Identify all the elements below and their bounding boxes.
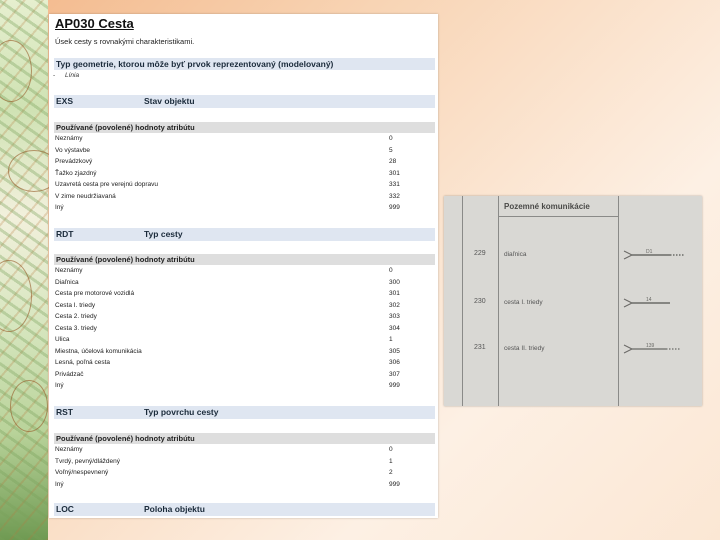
scan-grid-line [618, 196, 619, 406]
values-heading: Používané (povolené) hodnoty atribútu [54, 433, 435, 444]
legend-heading: Pozemné komunikácie [504, 202, 590, 211]
map-contour [0, 260, 32, 332]
value-row: Iný 999 [55, 480, 400, 488]
value-row: Neznámy 0 [55, 135, 393, 142]
background-map-strip [0, 0, 48, 540]
value-row: Cesta I. triedy 302 [55, 301, 400, 309]
value-row: Cesta 2. triedy 303 [55, 313, 400, 320]
attribute-header-loc [54, 503, 435, 516]
map-contour [0, 40, 32, 102]
value-row: Uzavretá cesta pre verejnú dopravu 331 [55, 181, 400, 188]
value-row: Neznámy 0 [55, 446, 393, 453]
geometry-value: Línia [64, 72, 80, 79]
value-row: Miestna, účelová komunikácia 305 [55, 347, 400, 355]
attribute-label: Typ cesty [144, 229, 183, 239]
document-page [49, 14, 438, 518]
page-subtitle: Úsek cesty s rovnakými charakteristikami. [55, 37, 195, 46]
attribute-label: Poloha objektu [144, 504, 205, 514]
legend-name: cesta I. triedy [504, 299, 543, 306]
value-row: Neznámy 0 [55, 267, 393, 274]
value-row: Cesta 3. triedy 304 [55, 324, 400, 332]
attribute-code: RDT [56, 229, 74, 239]
legend-code: 229 [474, 250, 486, 257]
legend-name: diaľnica [504, 251, 527, 258]
value-row: Tvrdý, pevný/dláždený 1 [55, 457, 393, 465]
value-row: Ťažko zjazdný 301 [55, 169, 400, 177]
scan-grid-line [462, 196, 463, 406]
symbol-label: 14 [646, 297, 652, 303]
legend-scan-image [444, 196, 702, 406]
value-row: Iný 999 [55, 382, 400, 389]
geometry-item [53, 72, 79, 79]
legend-code: 230 [474, 298, 486, 305]
value-row: Prevádzkový 28 [55, 158, 397, 165]
value-row: Cesta pre motorové vozidlá 301 [55, 290, 400, 297]
attribute-header-rdt [54, 228, 435, 241]
attribute-header-rst [54, 406, 435, 419]
symbol-label: 139 [646, 343, 655, 349]
attribute-label: Typ povrchu cesty [144, 407, 219, 417]
geometry-heading: Typ geometrie, ktorou môže byť prvok reprezentovaný (modelovaný) [54, 58, 435, 70]
value-row: Iný 999 [55, 204, 400, 211]
scan-grid-line [498, 216, 618, 217]
values-heading: Používané (povolené) hodnoty atribútu [54, 254, 435, 265]
bullet: - [53, 72, 56, 79]
attribute-label: Stav objektu [144, 96, 195, 106]
page-title: AP030 Cesta [55, 16, 134, 31]
value-row: Diaľnica 300 [55, 278, 400, 286]
symbol-label: D1 [646, 249, 653, 255]
value-row: Lesná, poľná cesta 306 [55, 359, 400, 366]
value-row: V zime neudržiavaná 332 [55, 192, 400, 200]
map-contour [10, 380, 48, 432]
attribute-header-exs [54, 95, 435, 108]
value-row: Ulica 1 [55, 336, 393, 343]
value-row: Voľný/nespevnený 2 [55, 469, 393, 476]
motorway-symbol-icon [620, 248, 690, 262]
first-class-road-symbol-icon [620, 296, 690, 310]
scan-grid-line [498, 196, 499, 406]
values-heading: Používané (povolené) hodnoty atribútu [54, 122, 435, 133]
attribute-code: EXS [56, 96, 74, 106]
value-row: Privádzač 307 [55, 370, 400, 378]
second-class-road-symbol-icon [620, 342, 690, 356]
legend-name: cesta II. triedy [504, 345, 545, 352]
attribute-code: RST [56, 407, 73, 417]
attribute-code: LOC [56, 504, 74, 514]
value-row: Vo výstavbe 5 [55, 146, 393, 154]
legend-code: 231 [474, 344, 486, 351]
